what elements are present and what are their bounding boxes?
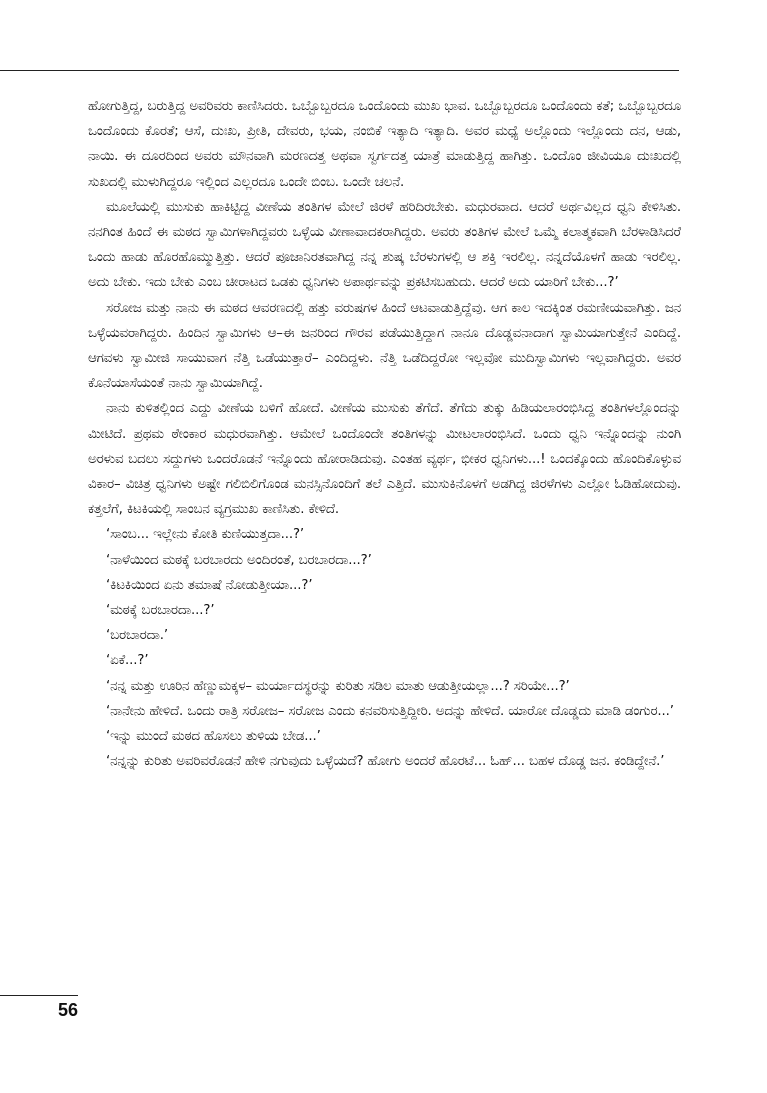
footer-rule xyxy=(0,995,78,996)
paragraph: ನಾನು ಕುಳಿತಲ್ಲಿಂದ ಎದ್ದು ವೀಣೆಯ ಬಳಿಗೆ ಹೋದೆ. ವೀಣೆಯ ಮುಸುಕು ತೆಗೆದೆ. ತೆಗೆದು ತುಕ್ಕು ಹಿಡಿಯಲಾರಂಭಿಸಿದ್ದ ತಂತಿಗಳಲ್ಲೊಂದನ್ನು ಮೀಟಿದೆ. ಪ್ರಥಮ ಠೇಂಕಾರ ಮಧುರವಾಗಿತ್ತು. ಆಮೇಲೆ ಒಂದೊಂದೇ ತಂತಿಗಳನ್ನು ಮೀಟಲಾರಂಭಿಸಿದೆ. ಒಂದು ಧ್ವನಿ ಇನ್ನೊಂದನ್ನು ನುಂಗಿ ಅರಳುವ ಬದಲು ಸದ್ದುಗಳು ಒಂದರೊಡನೆ ಇನ್ನೊಂದು ಹೋರಾಡಿದುವು. ಎಂತಹ ವ್ಯರ್ಥ, ಭೀಕರ ಧ್ವನಿಗಳು...! ಒಂದಕ್ಕೊಂದು ಹೊಂದಿಕೊಳ್ಳುವ ವಿಕಾರ– ವಿಚಿತ್ರ ಧ್ವನಿಗಳು ಅಷ್ಟೇ ಗಲಿಬಿಲಿಗೊಂಡ ಮನಸ್ಸಿನೊಂದಿಗೆ ತಲೆ ಎತ್ತಿದೆ. ಮುಸುಕಿನೊಳಗೆ ಅಡಗಿದ್ದ ಜಿರಳೆಗಳು ಎಲ್ಲೋ ಓಡಿಹೋದುವು. ಕತ್ತಲೆಗೆ, ಕಿಟಕಿಯಲ್ಲಿ ಸಾಂಬನ ವ್ಯಗ್ರಮುಖ ಕಾಣಿಸಿತು. ಕೇಳಿದೆ. xyxy=(88,401,681,518)
dialogue-line: ‘ಮಠಕ್ಕೆ ಬರಬಾರದಾ...?’ xyxy=(106,603,215,619)
dialogue-line: ‘ಕಿಟಕಿಯಿಂದ ಏನು ತಮಾಷೆ ನೋಡುತ್ತೀಯಾ...?’ xyxy=(106,577,313,593)
dialogue-line: ‘ನನ್ನನ್ನು ಕುರಿತು ಅವರಿವರೊಡನೆ ಹೇಳಿ ನಗುವುದು ಒಳ್ಳೆಯದೆ? ಹೋಗು ಅಂದರೆ ಹೊರಟೆ... ಓಹ್... ಬಹಳ ದೊಡ್ಡ ಜನ. ಕಂಡಿದ್ದೇನೆ.’ xyxy=(106,754,665,770)
dialogue-line: ‘ನಾಳೆಯಿಂದ ಮಠಕ್ಕೆ ಬರಬಾರದು ಅಂದಿರಂತೆ, ಬರಬಾರದಾ...?’ xyxy=(106,552,372,568)
paragraph: ಹೋಗುತ್ತಿದ್ದ, ಬರುತ್ತಿದ್ದ ಅವರಿವರು ಕಾಣಿಸಿದರು. ಒಬ್ಬೊಬ್ಬರದೂ ಒಂದೊಂದು ಮುಖ ಭಾವ. ಒಬ್ಬೊಬ್ಬರದೂ ಒಂದೊಂದು ಕತೆ; ಒಬ್ಬೊಬ್ಬರದೂ ಒಂದೊಂದು ಕೊರತೆ; ಆಸೆ, ದುಃಖ, ಪ್ರೀತಿ, ದೇವರು, ಭಯ, ನಂಬಿಕೆ ಇತ್ಯಾದಿ ಇತ್ಯಾದಿ. ಅವರ ಮಧ್ಯೆ ಅಲ್ಲೊಂದು ಇಲ್ಲೊಂದು ದನ, ಆಡು, ನಾಯಿ. ಈ ದೂರದಿಂದ ಅವರು ಮೌನವಾಗಿ ಮರಣದತ್ತ ಅಥವಾ ಸ್ವರ್ಗದತ್ತ ಯಾತ್ರೆ ಮಾಡುತ್ತಿದ್ದ ಹಾಗಿತ್ತು. ಒಂದೊಂ ಜೀವಿಯೂ ದುಃಖದಲ್ಲಿ ಸುಖದಲ್ಲಿ ಮುಳುಗಿದ್ದರೂ ಇಲ್ಲಿಂದ ಎಲ್ಲರದೂ ಒಂದೇ ಬಿಂಬ. ಒಂದೇ ಚಲನೆ. xyxy=(88,99,681,190)
page-number: 56 xyxy=(58,1000,79,1020)
page-body xyxy=(88,94,681,774)
dialogue-line: ‘ನಾನೇನು ಹೇಳಿದೆ. ಒಂದು ರಾತ್ರಿ ಸರೋಜ– ಸರೋಜ ಎಂದು ಕನವರಿಸುತ್ತಿದ್ದೀರಿ. ಅದನ್ನು ಹೇಳಿದೆ. ಯಾರೋ ದೊಡ್ಡದು ಮಾಡಿ ಡಂಗುರ...’ xyxy=(106,703,674,719)
paragraph: ಸರೋಜ ಮತ್ತು ನಾನು ಈ ಮಠದ ಆವರಣದಲ್ಲಿ ಹತ್ತು ವರುಷಗಳ ಹಿಂದೆ ಆಟವಾಡುತ್ತಿದ್ದೆವು. ಆಗ ಕಾಲ ಇದಕ್ಕಿಂತ ರಮಣೀಯವಾಗಿತ್ತು. ಜನ ಒಳ್ಳೆಯವರಾಗಿದ್ದರು. ಹಿಂದಿನ ಸ್ವಾಮಿಗಳು ಆ–ಈ ಜನರಿಂದ ಗೌರವ ಪಡೆಯುತ್ತಿದ್ದಾಗ ನಾನೂ ದೊಡ್ಡವನಾದಾಗ ಸ್ವಾಮಿಯಾಗುತ್ತೇನೆ ಎಂದಿದ್ದೆ. ಆಗವಳು ಸ್ವಾಮೀಜಿ ಸಾಯುವಾಗ ನೆತ್ತಿ ಒಡೆಯುತ್ತಾರೆ– ಎಂದಿದ್ದಳು. ನೆತ್ತಿ ಒಡೆದಿದ್ದರೋ ಇಲ್ಲವೋ ಮುದಿಸ್ವಾಮಿಗಳು ಇಲ್ಲವಾಗಿದ್ದರು. ಅವರ ಕೊನೆಯಾಸೆಯಂತೆ ನಾನು ಸ್ವಾಮಿಯಾಗಿದ್ದೆ. xyxy=(88,300,681,392)
dialogue-line: ‘ಸಾಂಬ... ಇಲ್ಲೇನು ಕೋತಿ ಕುಣಿಯುತ್ತದಾ...?’ xyxy=(106,527,305,543)
dialogue-line: ‘ಇನ್ನು ಮುಂದೆ ಮಠದ ಹೊಸಲು ತುಳಿಯ ಬೇಡ...’ xyxy=(106,729,321,745)
top-rule xyxy=(0,70,679,71)
dialogue-line: ‘ಬರಬಾರದಾ.’ xyxy=(106,628,169,644)
dialogue-line: ‘ಏಕೆ...?’ xyxy=(106,653,149,669)
dialogue-line: ‘ನನ್ನ ಮತ್ತು ಊರಿನ ಹೆಣ್ಣುಮಕ್ಕಳ– ಮರ್ಯಾದಸ್ಥರನ್ನು ಕುರಿತು ಸಡಿಲ ಮಾತು ಆಡುತ್ತೀಯಲ್ಲಾ...? ಸರಿಯೇ...?’ xyxy=(106,678,570,694)
paragraph: ಮೂಲೆಯಲ್ಲಿ ಮುಸುಕು ಹಾಕಿಟ್ಟಿದ್ದ ವೀಣೆಯ ತಂತಿಗಳ ಮೇಲೆ ಜಿರಳೆ ಹರಿದಿರಬೇಕು. ಮಧುರವಾದ. ಆದರೆ ಅರ್ಥವಿಲ್ಲದ ಧ್ವನಿ ಕೇಳಿಸಿತು. ನನಗಿಂತ ಹಿಂದೆ ಈ ಮಠದ ಸ್ವಾಮಿಗಳಾಗಿದ್ದವರು ಒಳ್ಳೆಯ ವೀಣಾವಾದಕರಾಗಿದ್ದರು. ಅವರು ತಂತಿಗಳ ಮೇಲೆ ಒಮ್ಮೆ ಕಲಾತ್ಮಕವಾಗಿ ಬೆರಳಾಡಿಸಿದರೆ ಒಂದು ಹಾಡು ಹೊರಹೊಮ್ಮುತ್ತಿತ್ತು. ಆದರೆ ಪೂಜಾನಿರತವಾಗಿದ್ದ ನನ್ನ ಶುಷ್ಕ ಬೆರಳುಗಳಲ್ಲಿ ಆ ಶಕ್ತಿ ಇರಲಿಲ್ಲ. ನನ್ನದೆಯೊಳಗೆ ಹಾಡು ಇರಲಿಲ್ಲ. ಅದು ಬೇಕು. ಇದು ಬೇಕು ಎಂಬ ಚೀರಾಟದ ಒಡಕು ಧ್ವನಿಗಳು ಅಪಾರ್ಥವನ್ನು ಪ್ರಕಟಿಸಬಹುದು. ಆದರೆ ಅದು ಯಾರಿಗೆ ಬೇಕು...?’ xyxy=(88,199,681,291)
